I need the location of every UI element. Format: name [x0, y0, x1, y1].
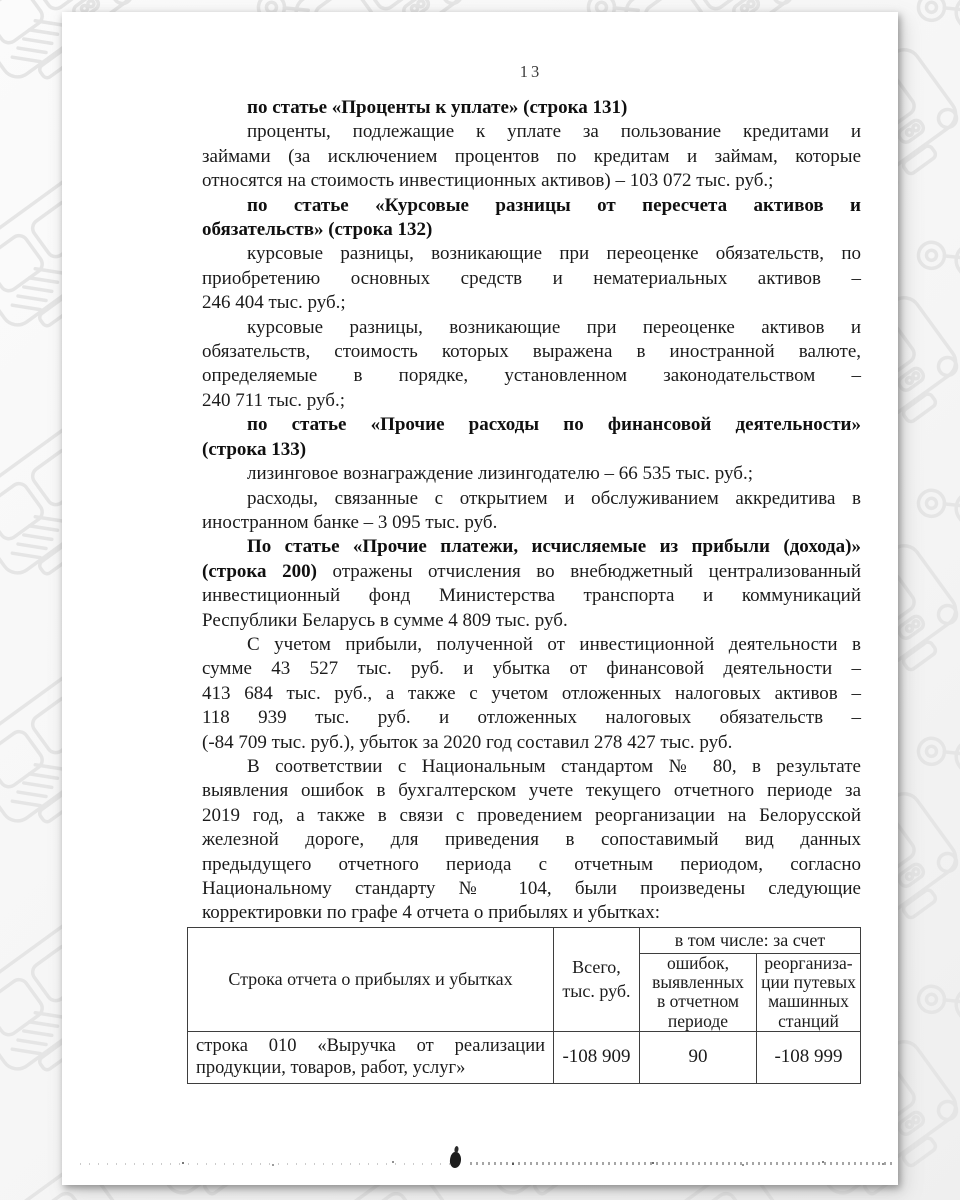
- text-line: лизинговое вознаграждение лизингодателю – 66 535 тыс. руб.;: [247, 463, 753, 485]
- table-cell-row-label-line: строка 010 «Выручка от реализации: [196, 1035, 545, 1056]
- table-header-group: в том числе: за счет: [640, 928, 861, 954]
- table-header-reorg-line: ции путевых: [761, 972, 856, 993]
- text-line: 118 939 тыс. руб. и отложенных налоговых обязательств –: [202, 707, 861, 729]
- table-cell-row-label: [188, 1031, 554, 1083]
- paragraph: [202, 755, 861, 926]
- text-line: по статье «Прочие расходы по финансовой деятельности»: [247, 414, 861, 436]
- paragraph: [202, 413, 861, 462]
- text-line: курсовые разницы, возникающие при переоценке обязательств, по: [247, 243, 861, 265]
- paragraph: [202, 462, 861, 486]
- railway-vehicle-icon: [913, 643, 960, 856]
- text-line: по статье «Курсовые разницы от пересчета активов и: [247, 194, 861, 216]
- table-cell-reorg: -108 999: [757, 1031, 861, 1083]
- text-line: 246 404 тыс. руб.;: [202, 292, 346, 314]
- table-header-reorg-line: машинных: [768, 991, 849, 1012]
- table-header-row-label: Строка отчета о прибылях и убытках: [188, 928, 554, 1032]
- table-header-errors-line: ошибок,: [666, 953, 730, 973]
- table-header-errors: [640, 954, 757, 1032]
- table-header-total-line: тыс. руб.: [562, 981, 631, 1002]
- document-body-text: [202, 96, 861, 926]
- table-cell-total: -108 909: [554, 1031, 640, 1083]
- paragraph: [202, 487, 861, 536]
- table-header-total: [554, 928, 640, 1032]
- table-cell-errors: 90: [640, 1031, 757, 1083]
- scan-ink-blot: [449, 1151, 462, 1168]
- paragraph: [202, 96, 861, 120]
- text-line: приобретению основных средств и нематериальных активов –: [202, 267, 861, 289]
- text-line: С учетом прибыли, полученной от инвестиционной деятельности в: [247, 633, 861, 655]
- text-line: По статье «Прочие платежи, исчисляемые из прибыли (дохода)»: [247, 536, 861, 558]
- table-header-total-line: Всего,: [572, 957, 621, 978]
- scan-noise-line-left: [80, 1163, 452, 1165]
- railway-vehicle-icon: [913, 891, 960, 1104]
- paragraph: [202, 242, 861, 315]
- document-page: [62, 12, 898, 1185]
- text-line: займами (за исключением процентов по кредитам и займам, которые: [202, 145, 861, 167]
- table-cell-row-label-line: продукции, товаров, работ, услуг»: [196, 1058, 466, 1079]
- railway-vehicle-icon: [913, 147, 960, 360]
- page-number: 13: [519, 62, 543, 81]
- paragraph: [202, 194, 861, 243]
- table-header-reorg-line: реорганиза-: [764, 953, 853, 973]
- text-line: определяемые в порядке, установленном законодательством –: [202, 365, 861, 387]
- scan-noise-line-right: [470, 1162, 894, 1165]
- table-header-reorg-line: станций: [778, 1010, 839, 1031]
- table-header-reorg: [757, 954, 861, 1032]
- railway-vehicle-icon: [913, 0, 960, 112]
- text-line: сумме 43 527 тыс. руб. и убытка от финансовой деятельности –: [202, 658, 861, 680]
- text-line: обязательств, стоимость которых выражена в иностранной валюте,: [202, 341, 861, 363]
- text-line: относятся на стоимость инвестиционных активов) – 103 072 тыс. руб.;: [202, 170, 774, 192]
- table-header-errors-line: выявленных: [652, 972, 744, 993]
- table-row: [188, 1031, 861, 1083]
- text-line: железной дороге, для приведения в сопоставимый вид данных: [202, 829, 861, 851]
- text-line: (строка 200) отражены отчисления во внебюджетный централизованный: [202, 560, 861, 582]
- text-line: по статье «Проценты к уплате» (строка 131): [247, 97, 628, 118]
- table-header-errors-line: периоде: [667, 1010, 729, 1031]
- text-line: (-84 709 тыс. руб.), убыток за 2020 год составил 278 427 тыс. руб.: [202, 731, 733, 753]
- text-line: В соответствии с Национальным стандартом № 80, в результате: [247, 755, 861, 777]
- text-line: инвестиционный фонд Министерства транспорта и коммуникаций: [202, 585, 861, 607]
- text-line: расходы, связанные с открытием и обслуживанием аккредитива в: [247, 487, 861, 509]
- paragraph: [202, 633, 861, 755]
- text-line: выявления ошибок в бухгалтерском учете текущего отчетного периоде за: [202, 780, 861, 802]
- text-line: проценты, подлежащие к уплате за пользование кредитами и: [247, 121, 861, 143]
- text-line: Республики Беларусь в сумме 4 809 тыс. руб.: [202, 609, 568, 631]
- paragraph: [202, 316, 861, 414]
- corrections-table: [187, 927, 861, 1084]
- scan-speckles: [182, 1162, 184, 1164]
- text-line: курсовые разницы, возникающие при переоценке активов и: [247, 316, 861, 338]
- text-line: обязательств» (строка 132): [202, 219, 433, 241]
- text-line: корректировки по графе 4 отчета о прибылях и убытках:: [202, 902, 660, 924]
- text-line: 413 684 тыс. руб., а также с учетом отложенных налоговых активов –: [202, 682, 861, 704]
- text-line: 2019 год, а также в связи с проведением реорганизации на Белорусской: [202, 804, 861, 826]
- text-line: (строка 133): [202, 438, 307, 460]
- text-line: Национальному стандарту № 104, были произведены следующие: [202, 878, 861, 899]
- text-line: иностранном банке – 3 095 тыс. руб.: [202, 511, 498, 533]
- railway-vehicle-icon: [913, 395, 960, 608]
- paragraph: [202, 535, 861, 633]
- table-header-errors-line: в отчетном: [657, 991, 739, 1012]
- paragraph: [202, 120, 861, 193]
- text-line: 240 711 тыс. руб.;: [202, 389, 345, 411]
- text-line: предыдущего отчетного периода с отчетным периодом, согласно: [202, 853, 861, 875]
